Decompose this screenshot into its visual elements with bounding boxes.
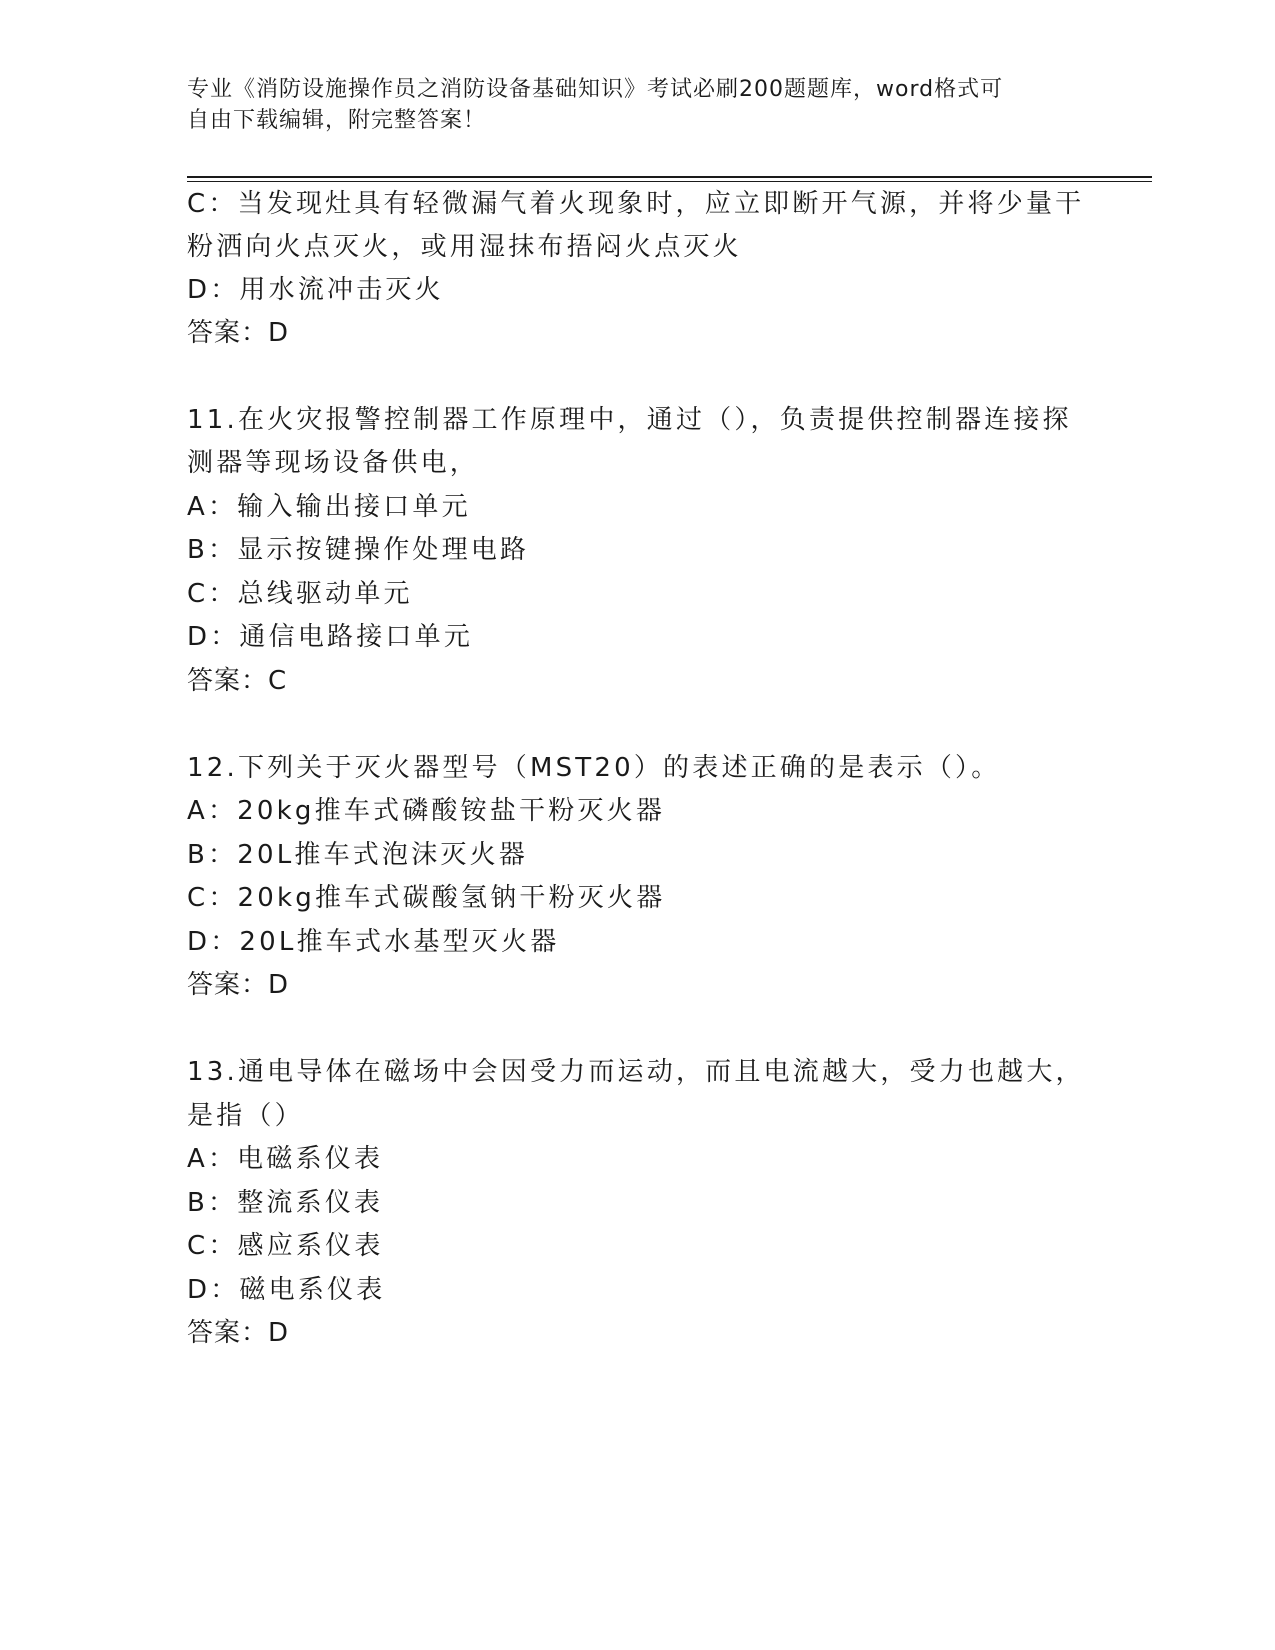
q13-option-d: D：磁电系仪表 [187,1275,386,1305]
q10-option-d: D：用水流冲击灭火 [187,275,444,305]
header-divider-thin [187,181,1152,182]
q13-stem-line-1: 13.通电导体在磁场中会因受力而运动，而且电流越大，受力也越大， [187,1057,1085,1087]
q13-option-b: B：整流系仪表 [187,1188,384,1218]
q11-option-d: D：通信电路接口单元 [187,622,474,652]
q12-stem: 12.下列关于灭火器型号（MST20）的表述正确的是表示（）。 [187,753,1001,783]
q12-answer: 答案：D [187,970,290,1000]
q12-option-a: A：20kg推车式磷酸铵盐干粉灭火器 [187,796,666,826]
q11-stem-line-2: 测器等现场设备供电， [187,448,480,478]
q13-stem-line-2: 是指（） [187,1101,304,1131]
q11-option-b: B：显示按键操作处理电路 [187,535,530,565]
page-header [187,74,1067,136]
q10-answer: 答案：D [187,318,290,348]
q10-option-c-line-2: 粉洒向火点灭火，或用湿抹布捂闷火点灭火 [187,232,742,262]
q11-option-a: A：输入输出接口单元 [187,492,471,522]
header-line-2: 自由下载编辑，附完整答案！ [187,108,487,133]
q13-option-c: C：感应系仪表 [187,1231,384,1261]
q12-option-d: D：20L推车式水基型灭火器 [187,927,560,957]
header-line-1: 专业《消防设施操作员之消防设备基础知识》考试必刷200题题库，word格式可 [187,77,1004,102]
q11-stem-line-1: 11.在火灾报警控制器工作原理中，通过（），负责提供控制器连接探 [187,405,1072,435]
q11-answer: 答案：C [187,666,288,696]
q12-option-b: B：20L推车式泡沫灭火器 [187,840,529,870]
header-divider-thick [187,176,1152,178]
q12-option-c: C：20kg推车式碳酸氢钠干粉灭火器 [187,883,666,913]
q13-answer: 答案：D [187,1318,290,1348]
q10-option-c-line-1: C：当发现灶具有轻微漏气着火现象时，应立即断开气源，并将少量干 [187,189,1085,219]
q11-option-c: C：总线驱动单元 [187,579,413,609]
q13-option-a: A：电磁系仪表 [187,1144,384,1174]
